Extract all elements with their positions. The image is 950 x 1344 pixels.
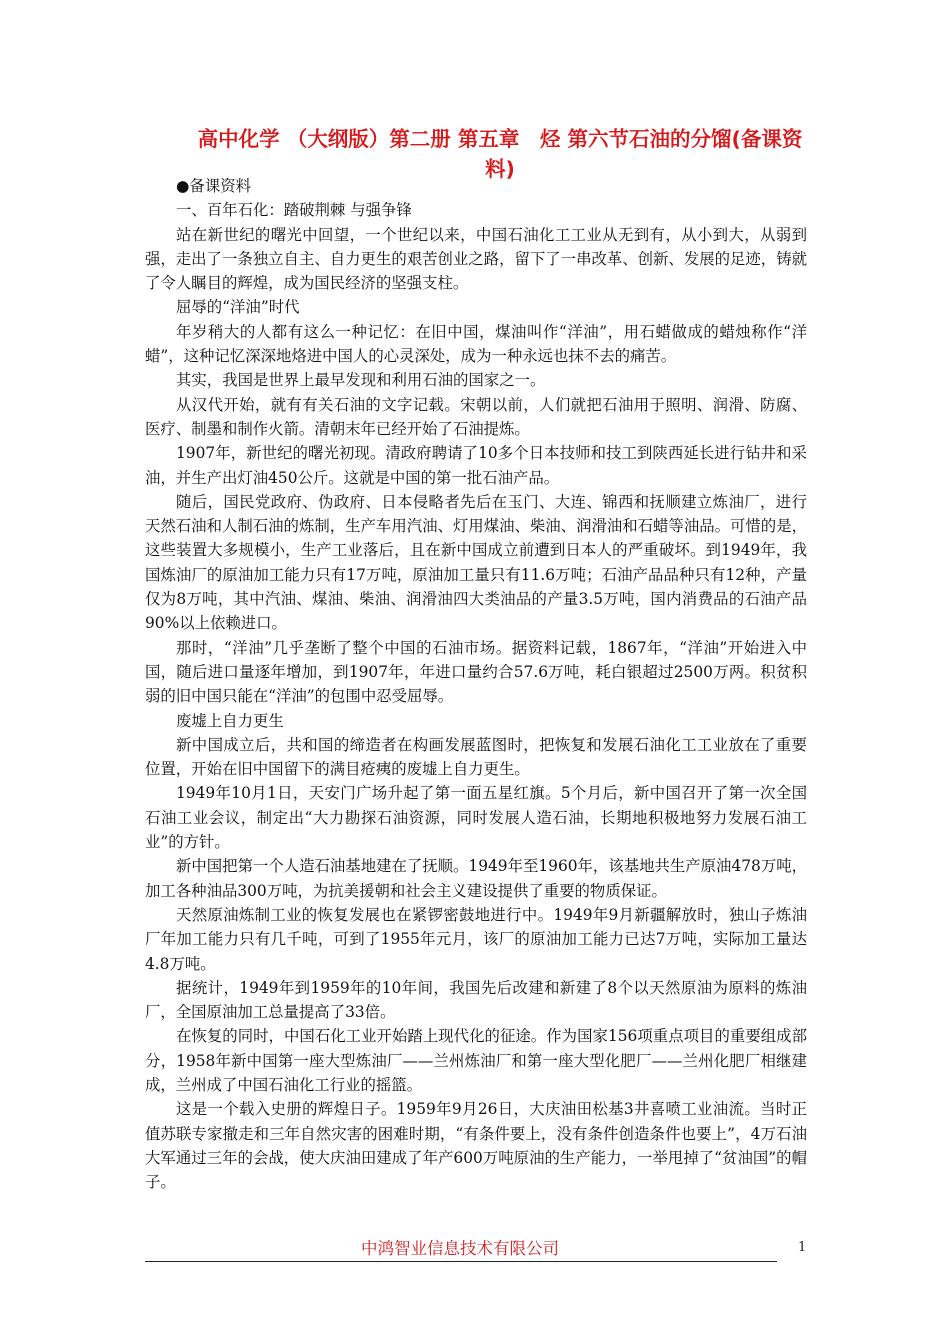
body-paragraph: 天然原油炼制工业的恢复发展也在紧锣密鼓地进行中。1949年9月新疆解放时，独山子炼油厂年加工能力只有几千吨，可到了1955年元月，该厂的原油加工能力已达7万吨，实际加工量达4.8万吨。 (145, 905, 807, 973)
body-paragraph: 其实，我国是世界上最早发现和利用石油的国家之一。 (176, 371, 546, 390)
page-number: 1 (798, 1240, 807, 1255)
section-heading: 一、百年石化：踏破荆棘 与强争锋 (176, 201, 412, 220)
section-label: ●备课资料 (176, 177, 251, 195)
body-paragraph: 新中国成立后，共和国的缔造者在构画发展蓝图时，把恢复和发展石油化工工业放在了重要位置，开始在旧中国留下的满目疮痍的废墟上自力更生。 (145, 735, 807, 779)
body-paragraph: 那时，“洋油”几乎垄断了整个中国的石油市场。据资料记载，1867年，“洋油”开始进入中国，随后进口量逐年增加，到1907年，年进口量约合57.6万吨，耗白银超过2500万两。积贫积弱的旧中国只能在“洋油”的包围中忍受屈辱。 (145, 638, 807, 706)
subsection-heading: 屈辱的“洋油”时代 (176, 298, 300, 317)
body-paragraph: 随后，国民党政府、伪政府、日本侵略者先后在玉门、大连、锦西和抚顺建立炼油厂，进行天然石油和人制石油的炼制，生产车用汽油、灯用煤油、柴油、润滑油和石蜡等油品。可惜的是，这些装置大多规模小，生产工业落后，且在新中国成立前遭到日本人的严重破坏。到1949年，我国炼油厂的原油加工能力只有17万吨，原油加工量只有11.6万吨；石油产品品种只有12种，产量仅为8万吨，其中汽油、煤油、柴油、润滑油四大类油品的产量3.5万吨，国内消费品的石油产品90%以上依赖进口。 (145, 492, 807, 633)
body-paragraph: 1907年，新世纪的曙光初现。清政府聘请了10多个日本技师和技工到陕西延长进行钻井和采油，并生产出灯油450公斤。这就是中国的第一批石油产品。 (145, 444, 807, 487)
body-paragraph: 年岁稍大的人都有这么一种记忆：在旧中国，煤油叫作“洋油”，用石蜡做成的蜡烛称作“洋蜡”，这种记忆深深地烙进中国人的心灵深处，成为一种永远也抹不去的痛苦。 (145, 322, 807, 366)
subsection-heading: 废墟上自力更生 (176, 711, 284, 730)
footer-divider (145, 1261, 777, 1262)
body-paragraph: 据统计，1949年到1959年的10年间，我国先后改建和新建了8个以天然原油为原料的炼油厂，全国原油加工总量提高了33倍。 (145, 978, 807, 1022)
document-title: 高中化学 （大纲版）第二册 第五章 烃 第六节石油的分馏(备课资料) (197, 127, 803, 181)
body-paragraph: 1949年10月1日，天安门广场升起了第一面五星红旗。5个月后，新中国召开了第一次全国石油工业会议，制定出“大力勘探石油资源，同时发展人造石油，长期地积极地努力发展石油工业”的方针。 (145, 784, 807, 852)
footer-company-name: 中鸿智业信息技术有限公司 (361, 1239, 559, 1258)
document-body (145, 174, 807, 1194)
body-paragraph: 新中国把第一个人造石油基地建在了抚顺。1949年至1960年，该基地共生产原油478万吨，加工各种油品300万吨，为抗美援朝和社会主义建设提供了重要的物质保证。 (145, 857, 807, 900)
body-paragraph: 站在新世纪的曙光中回望，一个世纪以来，中国石油化工工业从无到有，从小到大，从弱到强，走出了一条独立自主、自力更生的艰苦创业之路，留下了一串改革、创新、发展的足迹，铸就了令人瞩目的辉煌，成为国民经济的坚强支柱。 (145, 225, 807, 293)
body-paragraph: 这是一个载入史册的辉煌日子。1959年9月26日，大庆油田松基3井喜喷工业油流。当时正值苏联专家撤走和三年自然灾害的困难时期，“有条件要上，没有条件创造条件也要上”，4万石油大军通过三年的会战，使大庆油田建成了年产600万吨原油的生产能力，一举甩掉了“贫油国”的帽子。 (145, 1100, 807, 1192)
body-paragraph: 在恢复的同时，中国石化工业开始踏上现代化的征途。作为国家156项重点项目的重要组成部分，1958年新中国第一座大型炼油厂——兰州炼油厂和第一座大型化肥厂——兰州化肥厂相继建成，兰州成了中国石油化工行业的摇篮。 (145, 1027, 807, 1094)
body-paragraph: 从汉代开始，就有有关石油的文字记载。宋朝以前，人们就把石油用于照明、润滑、防腐、医疗、制墨和制作火箭。清朝末年已经开始了石油提炼。 (145, 395, 807, 438)
